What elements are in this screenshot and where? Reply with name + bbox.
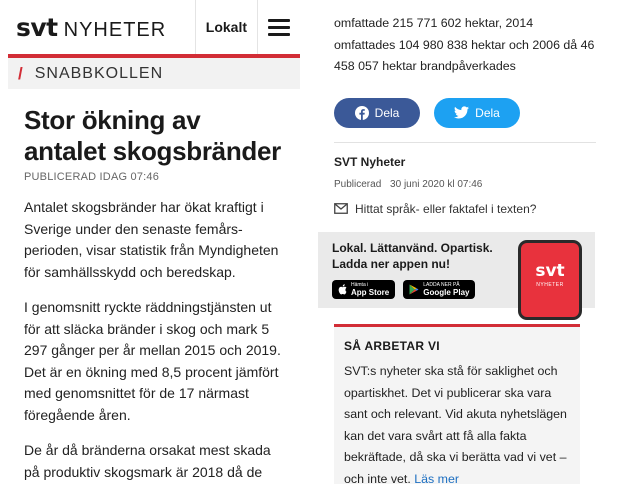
menu-button[interactable] [258, 0, 300, 54]
app-store-badge[interactable] [332, 280, 395, 299]
store-badges [332, 280, 475, 299]
sa-arbetar-vi-body: SVT:s nyheter ska stå för saklighet och opartiskhet. Det vi publicerar ska vara sant och relevant. Vid akuta nyhetslägen kan det vara svårt att få alla fakta bekräftade, då ska vi berätta vad vi vet – och inte vet. [344, 364, 567, 486]
section-name: SNABBKOLLEN [34, 64, 164, 82]
article-headline: Stor ökning av antalet skogsbränder [24, 105, 281, 166]
published-label: Publicerad [334, 178, 382, 190]
envelope-icon [334, 203, 348, 214]
article-paragraph: Antalet skogsbränder har ökat kraftigt i Sverige under den senaste femårs- perioden, visar statistik från Myndigheten för samhällsskydd och beredskap. [24, 199, 279, 280]
twitter-share-label: Dela [475, 105, 500, 120]
facebook-icon [355, 106, 369, 120]
app-store-small: Hämta i [351, 282, 369, 288]
google-play-badge[interactable] [403, 280, 475, 299]
published-date: 30 juni 2020 kl 07:46 [390, 178, 483, 190]
report-error-link[interactable] [334, 202, 596, 216]
section-slash: / [18, 63, 23, 83]
sa-arbetar-vi-box [334, 324, 580, 484]
logo-nyheter-text: NYHETER [63, 18, 167, 41]
phone-illustration [518, 240, 582, 320]
sa-arbetar-vi-text [344, 361, 570, 490]
publication-info [334, 179, 596, 190]
site-header [8, 0, 300, 58]
sa-arbetar-vi-title: SÅ ARBETAR VI [344, 339, 440, 353]
twitter-icon [454, 106, 469, 119]
app-store-big: App Store [351, 288, 390, 297]
google-play-small: LADDA NER PÅ [423, 282, 460, 288]
article [8, 105, 300, 483]
facebook-share-label: Dela [374, 105, 400, 120]
published-timestamp: PUBLICERAD IDAG 07:46 [24, 171, 160, 183]
las-mer-link[interactable]: Läs mer [414, 471, 460, 486]
svt-nyheter-logo[interactable] [8, 13, 195, 42]
lokalt-link[interactable]: Lokalt [195, 0, 258, 54]
section-bar[interactable] [8, 58, 300, 89]
logo-svt-text: svt [16, 12, 58, 42]
article-paragraph: I genomsnitt ryckte räddningstjänsten ut för att släcka bränder i skog och mark 5 297 gånger per år mellan 2015 och 2019. Det är en ökning med 8,5 procent jämfört med genomsnittet för de 17 närmast föregående åren. [24, 299, 281, 423]
twitter-share-button[interactable] [434, 98, 520, 128]
app-store-text [351, 282, 389, 297]
left-column [8, 0, 300, 480]
app-banner-line2: Ladda ner appen nu! [332, 257, 451, 271]
app-download-banner[interactable] [318, 232, 595, 308]
google-play-big: Google Play [423, 288, 470, 297]
google-play-text [423, 282, 469, 297]
apple-icon [338, 284, 347, 295]
article-source: SVT Nyheter [334, 154, 406, 169]
phone-logo-nyheter: NYHETER [536, 282, 564, 288]
divider [334, 142, 596, 143]
article-paragraph: De år då bränderna orsakat mest skada på produktiv skogsmark är 2018 då de [24, 442, 271, 480]
article-continuation: omfattade 215 771 602 hektar, 2014 omfattades 104 980 838 hektar och 2006 då 46 458 057 hektar brandpåverkades [334, 16, 595, 73]
hamburger-menu-icon [268, 19, 290, 36]
app-banner-line1: Lokal. Lättanvänd. Opartisk. [332, 241, 493, 255]
google-play-icon [409, 284, 419, 295]
report-error-text: Hittat språk- eller faktafel i texten? [355, 201, 537, 216]
facebook-share-button[interactable] [334, 98, 420, 128]
share-row [334, 98, 596, 128]
app-banner-text [332, 240, 493, 272]
phone-screen [521, 243, 579, 317]
phone-logo-svt: svt [535, 261, 565, 281]
